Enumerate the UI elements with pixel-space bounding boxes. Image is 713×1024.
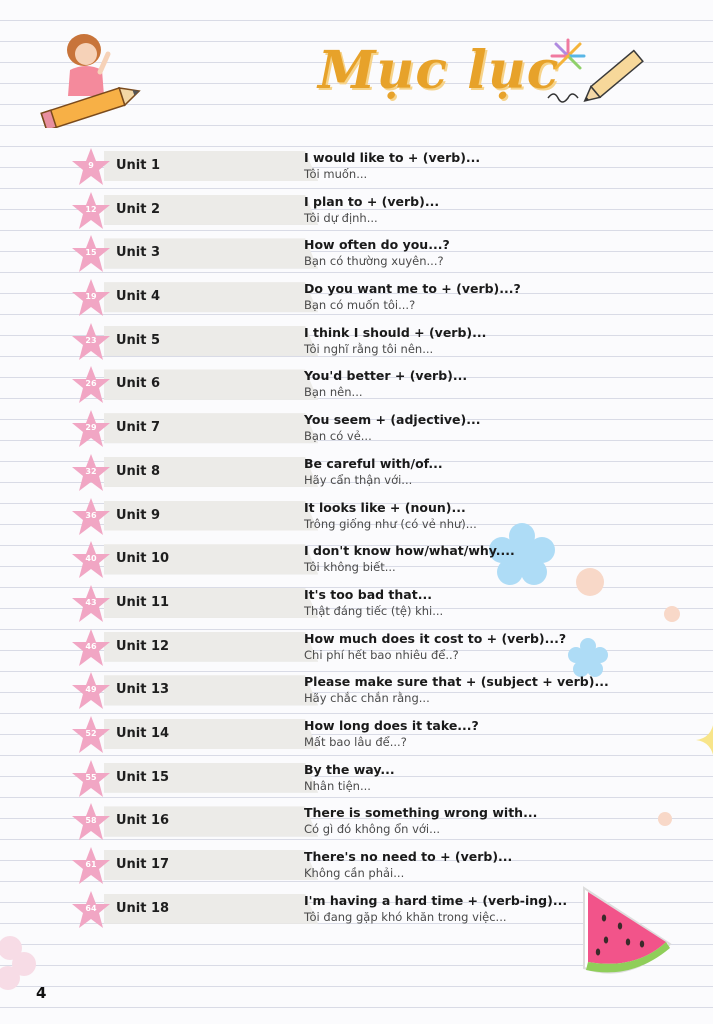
- translation-text: Tôi đang gặp khó khăn trong việc...: [304, 909, 507, 924]
- toc-row[interactable]: [70, 848, 690, 892]
- unit-label: Unit 14: [116, 725, 170, 741]
- toc-row[interactable]: [70, 367, 690, 411]
- unit-label: Unit 13: [116, 682, 170, 698]
- translation-text: Chi phí hết bao nhiêu để..?: [304, 647, 459, 662]
- translation-text: Hãy cẩn thận với...: [304, 472, 413, 487]
- page-number: 61: [85, 860, 97, 869]
- page-number: 58: [85, 816, 97, 826]
- toc-row[interactable]: [70, 236, 690, 280]
- translation-text: Mất bao lâu để...?: [304, 734, 407, 749]
- page-number: 52: [85, 728, 97, 738]
- phrase-text: How much does it cost to + (verb)...?: [304, 630, 567, 646]
- phrase-text: I would like to + (verb)...: [304, 150, 481, 165]
- phrase-text: I think I should + (verb)...: [304, 324, 487, 340]
- unit-label: Unit 2: [116, 201, 161, 217]
- phrase-text: Be careful with/of...: [304, 455, 443, 471]
- translation-text: Bạn nên...: [304, 385, 363, 400]
- page-number: 36: [85, 510, 97, 520]
- translation-text: Tôi muốn...: [304, 167, 368, 181]
- toc-row[interactable]: [70, 761, 690, 805]
- page-number: 32: [85, 466, 97, 476]
- sparkle-icon: [690, 720, 713, 760]
- unit-label: Unit 11: [116, 594, 170, 610]
- girl-on-pencil-icon: [34, 28, 146, 128]
- toc-row[interactable]: [70, 892, 690, 936]
- translation-text: Tôi dự định...: [304, 210, 378, 225]
- unit-label: Unit 10: [116, 551, 170, 567]
- page-number: 15: [85, 248, 97, 258]
- page-number: 23: [85, 335, 97, 345]
- toc-row[interactable]: [70, 324, 690, 368]
- page-number-footer: 4: [36, 984, 47, 1002]
- unit-label: Unit 7: [116, 420, 161, 436]
- page-number: 43: [85, 597, 97, 607]
- translation-text: Bạn có thường xuyên...?: [304, 254, 444, 269]
- toc-row[interactable]: [70, 149, 690, 193]
- page-number: 40: [85, 554, 97, 564]
- unit-label: Unit 15: [116, 769, 170, 785]
- toc-row[interactable]: [70, 717, 690, 761]
- phrase-text: It looks like + (noun)...: [304, 499, 466, 515]
- phrase-text: You'd better + (verb)...: [304, 368, 468, 384]
- page-number: 55: [85, 772, 97, 782]
- unit-label: Unit 18: [116, 900, 170, 916]
- unit-label: Unit 4: [116, 289, 161, 305]
- toc-row[interactable]: [70, 804, 690, 848]
- table-of-contents: [70, 149, 690, 935]
- page-number: 12: [85, 204, 97, 214]
- unit-label: Unit 17: [116, 857, 170, 872]
- unit-label: Unit 16: [116, 813, 170, 829]
- toc-row[interactable]: [70, 673, 690, 717]
- translation-text: Thật đáng tiếc (tệ) khi...: [304, 603, 444, 618]
- page-title: Mục lục: [318, 40, 560, 101]
- phrase-text: Do you want me to + (verb)...?: [304, 281, 521, 297]
- toc-row[interactable]: [70, 586, 690, 630]
- page-number: 29: [85, 423, 97, 433]
- page-number: 9: [88, 161, 94, 170]
- page-number: 49: [85, 685, 97, 695]
- toc-row[interactable]: [70, 411, 690, 455]
- translation-text: Tôi nghĩ rằng tôi nên...: [304, 341, 434, 356]
- unit-label: Unit 8: [116, 463, 161, 479]
- toc-row[interactable]: [70, 455, 690, 499]
- phrase-text: There is something wrong with...: [304, 805, 538, 821]
- unit-label: Unit 3: [116, 245, 161, 261]
- phrase-text: I don't know how/what/why....: [304, 543, 515, 559]
- page-number: 64: [85, 903, 97, 913]
- translation-text: Có gì đó không ổn với...: [304, 822, 441, 837]
- translation-text: Nhân tiện...: [304, 778, 371, 793]
- phrase-text: There's no need to + (verb)...: [304, 849, 513, 864]
- translation-text: Không cần phải...: [304, 866, 405, 880]
- phrase-text: You seem + (adjective)...: [304, 412, 481, 428]
- unit-label: Unit 9: [116, 507, 161, 523]
- page-number: 26: [85, 379, 97, 389]
- phrase-text: How often do you...?: [304, 237, 450, 253]
- toc-row[interactable]: [70, 499, 690, 543]
- translation-text: Tôi không biết...: [304, 560, 396, 575]
- unit-label: Unit 5: [116, 332, 161, 348]
- unit-label: Unit 1: [116, 158, 161, 173]
- toc-row[interactable]: [70, 542, 690, 586]
- page-number: 19: [85, 292, 97, 302]
- translation-text: Hãy chắc chắn rằng...: [304, 691, 430, 706]
- translation-text: Bạn có muốn tôi...?: [304, 298, 416, 313]
- phrase-text: Please make sure that + (subject + verb)...: [304, 674, 609, 690]
- page-number: 46: [85, 641, 97, 651]
- translation-text: Bạn có vẻ...: [304, 429, 372, 444]
- unit-label: Unit 12: [116, 638, 170, 654]
- phrase-text: I'm having a hard time + (verb-ing)...: [304, 892, 568, 908]
- phrase-text: By the way...: [304, 761, 395, 777]
- unit-label: Unit 6: [116, 376, 161, 392]
- toc-row[interactable]: [70, 193, 690, 237]
- phrase-text: It's too bad that...: [304, 586, 432, 602]
- toc-row[interactable]: [70, 630, 690, 674]
- toc-row[interactable]: [70, 280, 690, 324]
- phrase-text: I plan to + (verb)...: [304, 193, 440, 209]
- phrase-text: How long does it take...?: [304, 717, 479, 733]
- pencil-with-sparkle-icon: [538, 36, 648, 108]
- translation-text: Trông giống như (có vẻ như)...: [304, 516, 477, 531]
